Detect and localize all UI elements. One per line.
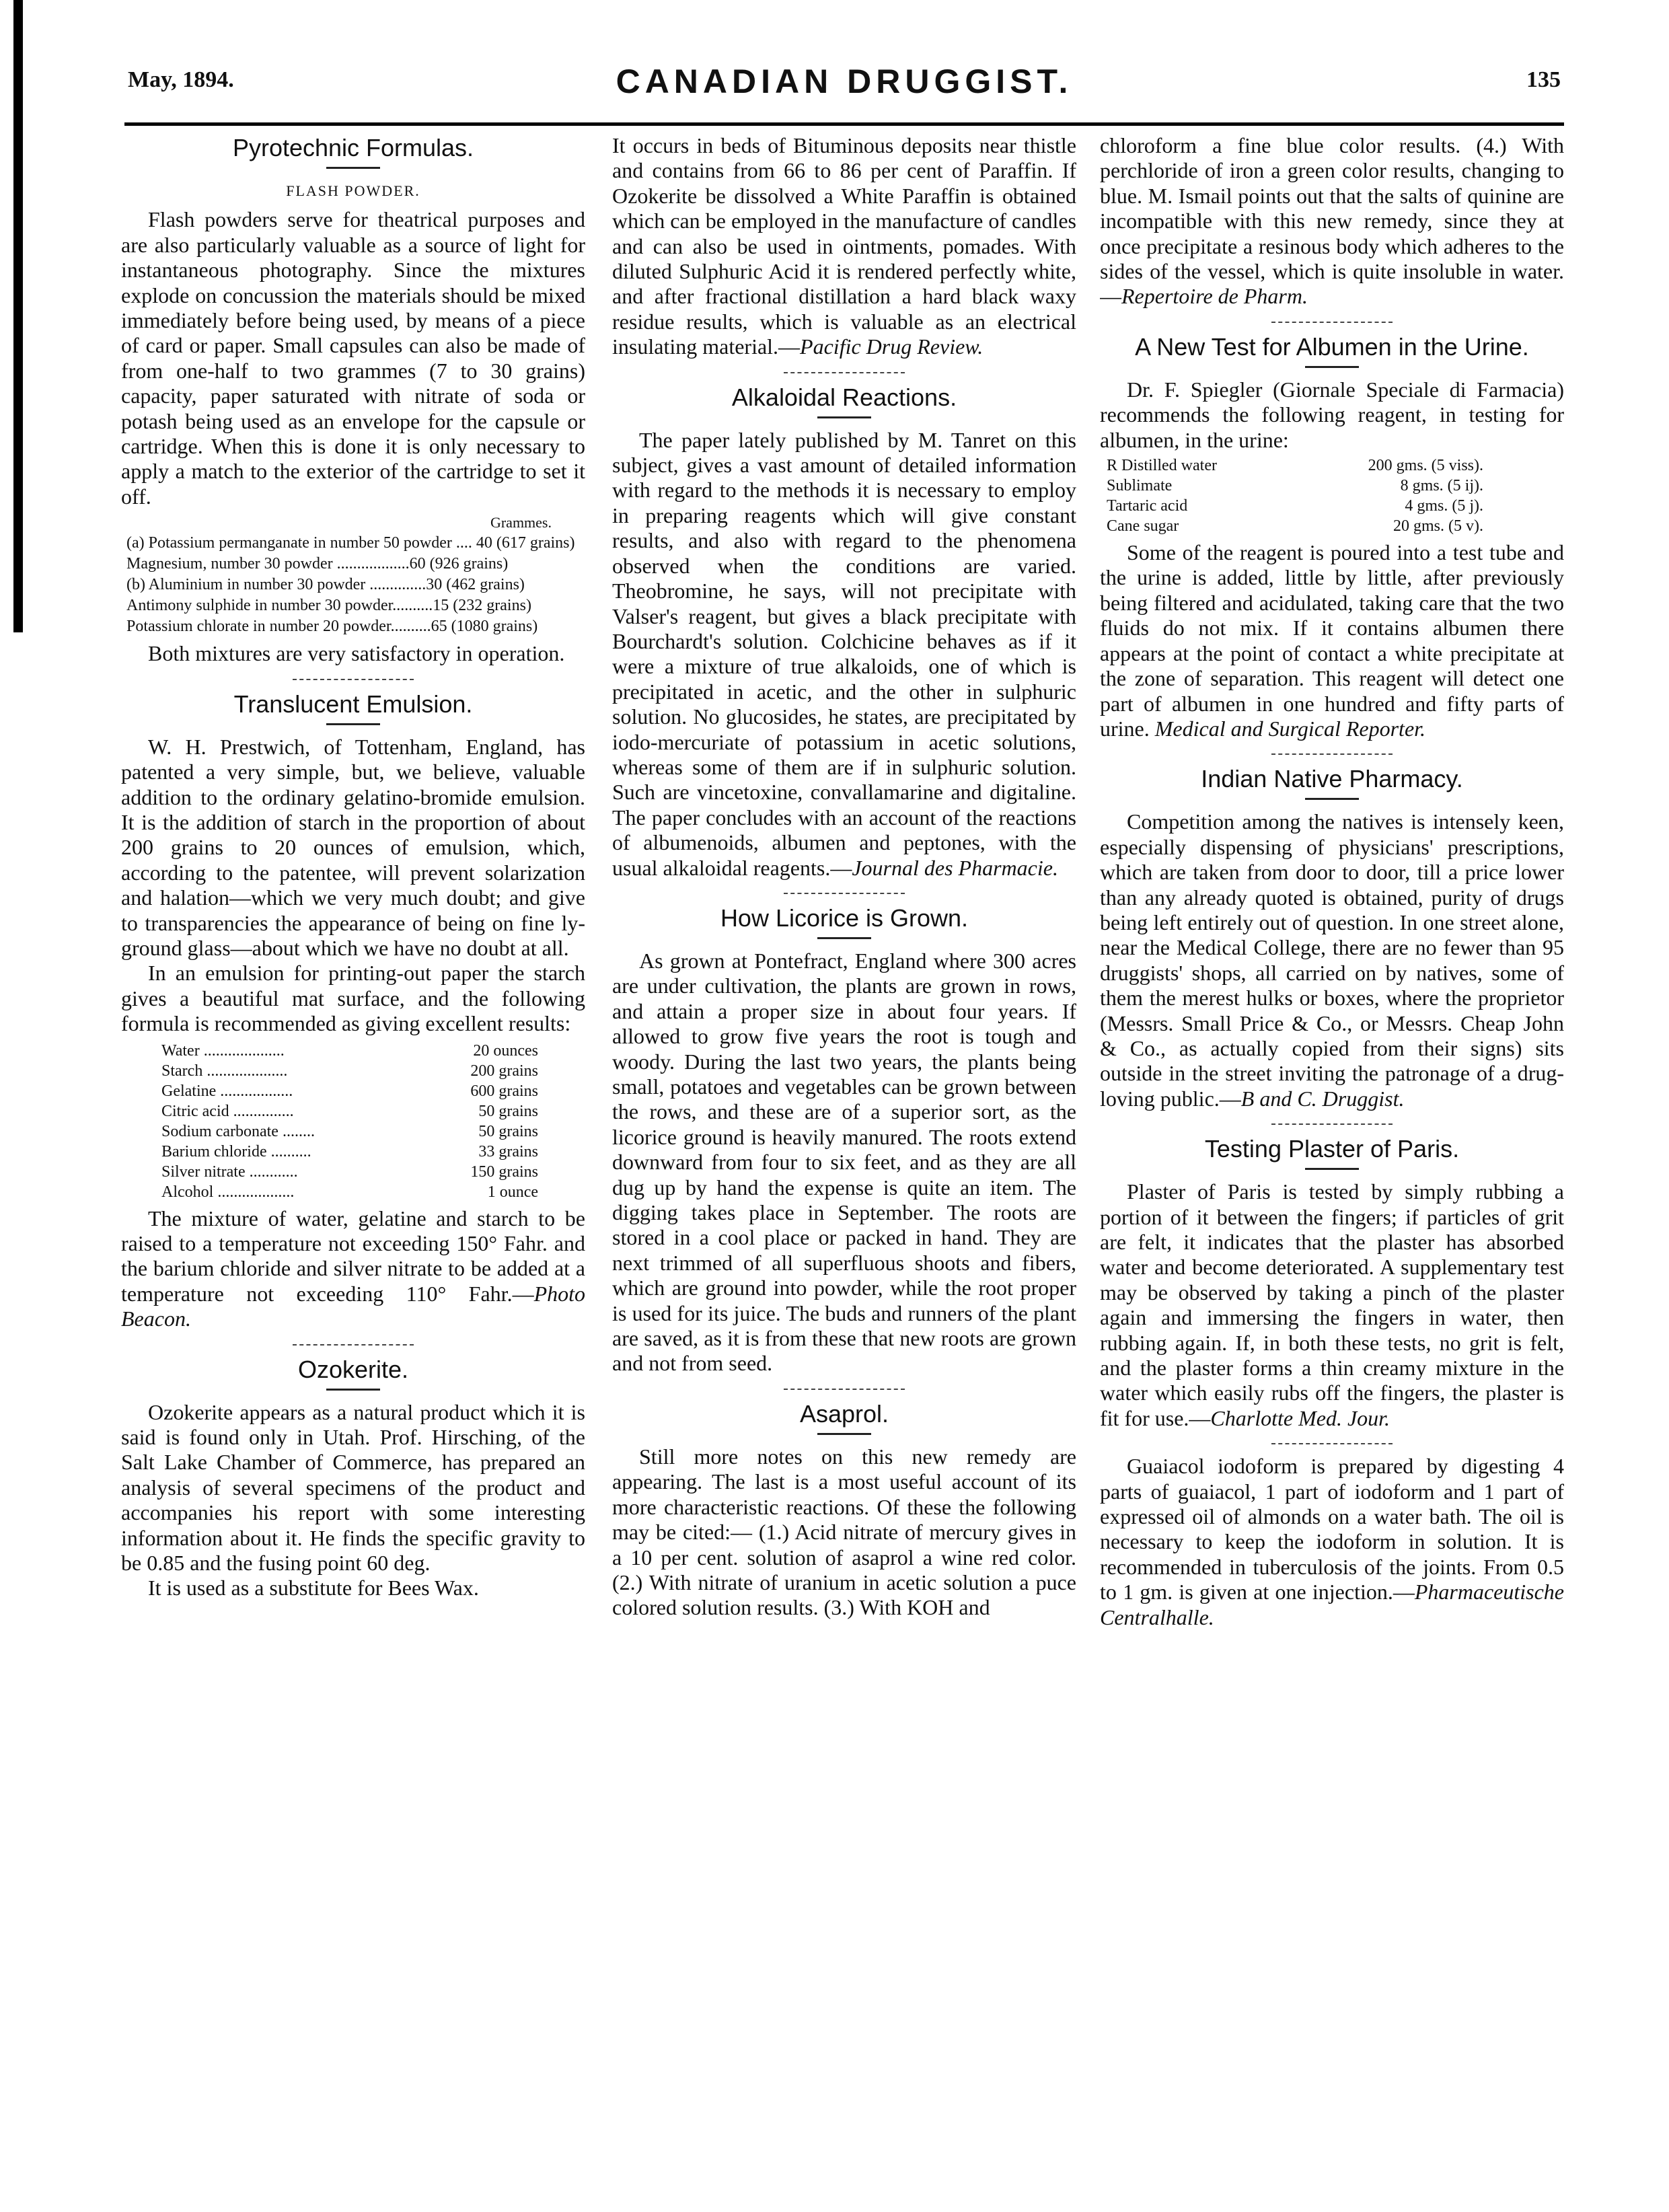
formula-line: (b) Aluminium in number 30 powder ..............30 (462 grains) bbox=[126, 576, 525, 594]
ingredient: Cane sugar bbox=[1107, 517, 1179, 536]
header-rule bbox=[124, 122, 1564, 126]
title-rule bbox=[326, 1389, 380, 1391]
article-title-licorice: How Licorice is Grown. bbox=[720, 904, 969, 932]
article-subtitle: FLASH POWDER. bbox=[286, 182, 420, 199]
table-row bbox=[161, 1162, 538, 1182]
ingredient: Starch .................... bbox=[161, 1062, 288, 1080]
quantity: 50 grains bbox=[478, 1102, 538, 1120]
paragraph: W. H. Prestwich, of Tottenham, England, has patented a very simple, but, we believe, valuable addition to the ordinary gelatino-bromide emulsion. It is the addition of starch in the proportion of about 200 grains to 20 ounces of emulsion, which, according to the patentee, will prevent solarization and halation—which we very much doubt; and give to transparencies the appearance of being on fine ly-ground glass—about which we have no doubt at all. bbox=[121, 734, 585, 960]
formula-line: Antimony sulphide in number 30 powder..........15 (232 grains) bbox=[126, 597, 531, 615]
quantity: 200 grains bbox=[470, 1062, 538, 1080]
title-rule bbox=[1305, 798, 1359, 800]
reagent-formula-table bbox=[1100, 455, 1564, 536]
table-row bbox=[161, 1121, 538, 1142]
paragraph bbox=[612, 428, 1076, 881]
header-date: May, 1894. bbox=[128, 67, 234, 92]
table-row bbox=[161, 1061, 538, 1081]
table-row bbox=[1100, 516, 1483, 536]
title-rule bbox=[326, 167, 380, 169]
paragraph bbox=[1100, 133, 1564, 309]
paragraph: Dr. F. Spiegler (Giornale Speciale di Farmacia) recommends the following reagent, in testing for albumen, in the urine: bbox=[1100, 377, 1564, 452]
section-separator bbox=[1271, 753, 1393, 755]
table-row bbox=[161, 1101, 538, 1121]
section-separator bbox=[784, 1389, 905, 1390]
ingredient: Gelatine .................. bbox=[161, 1082, 293, 1100]
source-citation: Repertoire de Pharm. bbox=[1121, 284, 1308, 309]
formula-line: (a) Potassium permanganate in number 50 powder .... 40 (617 grains) bbox=[126, 534, 575, 552]
paragraph-text: Plaster of Paris is tested by simply rubbing a portion of it between the fingers; if particles of grit are felt, it indicates that the plaster has absorbed water and become deteriorated. A supplementary test may be observed by taking a pinch of the plaster again and immersing the fingers in water, then rubbing again. If, in both these tests, no grit is felt, and the plaster forms a thin creamy mixture in the water which easily rubs off the fingers, the plaster is fit for use.— bbox=[1100, 1179, 1564, 1430]
article-title-ozokerite: Ozokerite. bbox=[297, 1355, 409, 1383]
column-3 bbox=[1100, 133, 1564, 2192]
paragraph-text: chloroform a fine blue color results. (4.) With perchloride of iron a green color results, changing to blue. M. Ismail points out that the salts of quinine are incompatible with this new remedy, since they at once precipitate a resinous body which adheres to the sides of the vessel, which is quite insoluble in water.— bbox=[1100, 133, 1564, 309]
table-row bbox=[161, 1142, 538, 1162]
paragraph: Ozokerite appears as a natural product which it is said is found only in Utah. Prof. Hirsching, of the Salt Lake Chamber of Commerce, has prepared an analysis of several specimens of the product and accompanies his report with some interesting information about it. He finds the specific gravity to be 0.85 and the fusing point 60 deg. bbox=[121, 1399, 585, 1576]
paragraph-text: Competition among the natives is intensely keen, especially dispensing of physicians' prescriptions, which are taken from door to door, till a price lower than any already quoted is obtained, purity of drugs being left entirely out of question. In one street alone, near the Medical College, there are no fewer than 95 druggists' shops, all carried on by natives, some of them the merest hulks or boxes, where the proprietor (Messrs. Small Price & Co., or Messrs. Cheap John & Co., as actually copied from their signs) sits outside in the street inviting the patronage of a drug-loving public.— bbox=[1100, 809, 1564, 1111]
quantity: 150 grains bbox=[470, 1163, 538, 1181]
page-header bbox=[128, 62, 1561, 109]
source-citation: B and C. Druggist. bbox=[1240, 1086, 1405, 1111]
paragraph-text: Some of the reagent is poured into a test tube and the urine is added, little by little, after previously being filtered and acidulated, taking care that the two fluids do not mix. If it contains albumen there appears at the point of contact a white precipitate at the zone of separation. This reagent will detect one part of albumen in one hundred and fifty parts of urine. bbox=[1100, 540, 1564, 741]
section-separator bbox=[1271, 1443, 1393, 1444]
article-title-indian-pharmacy: Indian Native Pharmacy. bbox=[1201, 765, 1463, 793]
source-citation: Pacific Drug Review. bbox=[800, 334, 984, 359]
ingredient: Citric acid ............... bbox=[161, 1102, 294, 1120]
table-row bbox=[1100, 476, 1483, 496]
formula-heading: Grammes. bbox=[490, 514, 552, 531]
paragraph: As grown at Pontefract, England where 300 acres are under cultivation, the plants are grown in rows, and attain a proper size in about four years. If allowed to grow five years the root is tough and woody. During the last two years, the plants being small, potatoes and vegetables can be grown between the rows, and these are of a superior sort, as the licorice ground is heavily manured. The roots extend downward from four to six feet, and as they are all dug up by hand the expense is quite an item. The digging takes place in September. The roots are stored in a cool place or packed in hand. They are next trimmed of all superfluous shoots and fibers, which are ground into powder, while the root proper is used for its juice. The buds and runners of the plant are saved, as it is from these that new roots are grown and not from seed. bbox=[612, 948, 1076, 1376]
quantity: 20 ounces bbox=[473, 1041, 538, 1060]
quantity: 4 gms. (5 j). bbox=[1405, 497, 1483, 515]
ingredient: Barium chloride .......... bbox=[161, 1142, 311, 1160]
title-rule bbox=[1305, 1168, 1359, 1170]
scan-edge-bar bbox=[13, 0, 23, 632]
ingredient: Silver nitrate ............ bbox=[161, 1163, 298, 1181]
quantity: 50 grains bbox=[478, 1122, 538, 1140]
quantity: 600 grains bbox=[470, 1082, 538, 1100]
paragraph-text: The paper lately published by M. Tanret on this subject, gives a vast amount of detailed information with regard to the methods it is necessary to employ in preparing reagents which will give constant results, and also with regard to the phenomena observed when the conditions are varied. Theobromine, he says, will not precipitate with Valser's reagent, but gives a black precipitate with Bourchardt's solution. Colchicine behaves as if it were a mixture of true alkaloids, one of which is precipitated in acetic, and the other in sulphuric solution. No glucosides, he states, are precipitated by iodo-mercuriate of potassium in acetic solutions, whereas some of them are if in sulphuric solution. Such are vincetoxine, convallamarine and digitaline. The paper concludes with an account of the reactions of albumenoids, albumen and peptones, with the usual alkaloidal reagents.— bbox=[612, 427, 1076, 880]
source-citation: Medical and Surgical Reporter. bbox=[1154, 716, 1426, 741]
paragraph: Both mixtures are very satisfactory in operation. bbox=[148, 641, 565, 666]
table-row bbox=[1100, 455, 1483, 476]
ingredient: Sublimate bbox=[1107, 477, 1173, 495]
title-rule bbox=[817, 1433, 871, 1435]
title-rule bbox=[817, 416, 871, 418]
table-row bbox=[161, 1041, 538, 1061]
title-rule bbox=[817, 937, 871, 939]
formula-line: Potassium chlorate in number 20 powder..........65 (1080 grains) bbox=[126, 618, 538, 636]
quantity: 20 gms. (5 v). bbox=[1393, 517, 1483, 536]
title-rule bbox=[326, 723, 380, 725]
ingredient: Tartaric acid bbox=[1107, 497, 1188, 515]
ingredient: Alcohol ................... bbox=[161, 1183, 295, 1201]
article-title-asaprol: Asaprol. bbox=[799, 1399, 889, 1428]
title-rule bbox=[1305, 366, 1359, 368]
source-citation: Pharmaceutische Centralhalle. bbox=[1100, 1580, 1564, 1629]
section-separator bbox=[293, 679, 414, 680]
paragraph bbox=[121, 1206, 585, 1332]
header-page-number: 135 bbox=[1526, 67, 1561, 92]
header-title: CANADIAN DRUGGIST. bbox=[616, 63, 1073, 100]
paragraph-text: The mixture of water, gelatine and starch to be raised to a temperature not exceeding 150° Fahr. and the barium chloride and silver nitrate to be added at a temperature not exceeding 110° Fahr.— bbox=[121, 1206, 585, 1306]
source-citation: Journal des Pharmacie. bbox=[852, 855, 1058, 880]
paragraph: Flash powders serve for theatrical purposes and are also particularly valuable as a source of light for instantaneous photography. Since the mixtures explode on concussion the materials should be mixed immediately before being used, by means of a piece of card or paper. Small capsules can also be made of from one-half to two grammes (7 to 30 grains) capacity, paper saturated with nitrate of soda or potash being used as an envelope for the capsule or cartridge. When this is done it is only necessary to apply a match to the exterior of the cartridge to set it off. bbox=[121, 207, 585, 509]
quantity: 33 grains bbox=[478, 1142, 538, 1160]
paragraph bbox=[1100, 540, 1564, 741]
paragraph-text: It occurs in beds of Bituminous deposits near thistle and contains from 66 to 86 per cent of Paraffin. If Ozokerite be dissolved a White Paraffin is obtained which can be employed in the manufacture of candles and can also be used in ointments, pomades. With diluted Sulphuric Acid it is rendered perfectly white, and after fractional distillation a hard black waxy residue results, which is valuable as an electrical insulating material.— bbox=[612, 133, 1076, 359]
paragraph: Still more notes on this new remedy are appearing. The last is a most useful account of its more characteristic reactions. Of these the following may be cited:— (1.) Acid nitrate of mercury gives in a 10 per cent. solution of asaprol a wine red color. (2.) With nitrate of uranium in acetic solution a puce colored solution results. (3.) With KOH and bbox=[612, 1444, 1076, 1620]
quantity: 1 ounce bbox=[487, 1183, 538, 1201]
ingredient: Sodium carbonate ........ bbox=[161, 1122, 315, 1140]
quantity: 8 gms. (5 ij). bbox=[1400, 477, 1483, 495]
paragraph bbox=[1100, 1179, 1564, 1431]
article-title-plaster: Testing Plaster of Paris. bbox=[1204, 1135, 1460, 1163]
table-row bbox=[161, 1182, 538, 1202]
article-title-albumen: A New Test for Albumen in the Urine. bbox=[1135, 332, 1529, 361]
paragraph-text: Guaiacol iodoform is prepared by digesting 4 parts of guaiacol, 1 part of iodoform and 1 part of expressed oil of almonds on a water bath. The oil is necessary to keep the iodoform in solution. It is recommended in tuberculosis of the joints. From 0.5 to 1 gm. is given at one injection.— bbox=[1100, 1454, 1564, 1605]
section-separator bbox=[784, 372, 905, 373]
article-title-translucent: Translucent Emulsion. bbox=[233, 690, 473, 718]
column-2 bbox=[612, 133, 1076, 2192]
ingredient: R Distilled water bbox=[1107, 457, 1217, 475]
source-citation: Charlotte Med. Jour. bbox=[1210, 1405, 1390, 1430]
table-row bbox=[161, 1081, 538, 1101]
paragraph: It is used as a substitute for Bees Wax. bbox=[148, 1576, 479, 1600]
paragraph bbox=[612, 133, 1076, 360]
quantity: 200 gms. (5 viss). bbox=[1368, 457, 1483, 475]
ingredient: Water .................... bbox=[161, 1041, 285, 1060]
formula-line: Magnesium, number 30 powder ..................60 (926 grains) bbox=[126, 555, 509, 573]
formula-block bbox=[121, 512, 585, 637]
paragraph bbox=[1100, 1454, 1564, 1630]
paragraph bbox=[1100, 809, 1564, 1111]
article-title-alkaloidal: Alkaloidal Reactions. bbox=[731, 383, 957, 411]
paragraph: In an emulsion for printing-out paper the starch gives a beautiful mat surface, and the following formula is recommended as giving excellent results: bbox=[121, 961, 585, 1036]
section-separator bbox=[1271, 322, 1393, 323]
section-separator bbox=[1271, 1123, 1393, 1125]
emulsion-formula-table bbox=[161, 1041, 538, 1202]
section-separator bbox=[293, 1344, 414, 1345]
section-separator bbox=[784, 893, 905, 894]
article-title-pyrotechnic: Pyrotechnic Formulas. bbox=[232, 134, 474, 161]
source-citation: Photo Beacon. bbox=[121, 1281, 585, 1331]
table-row bbox=[1100, 496, 1483, 516]
column-1 bbox=[121, 133, 585, 2192]
